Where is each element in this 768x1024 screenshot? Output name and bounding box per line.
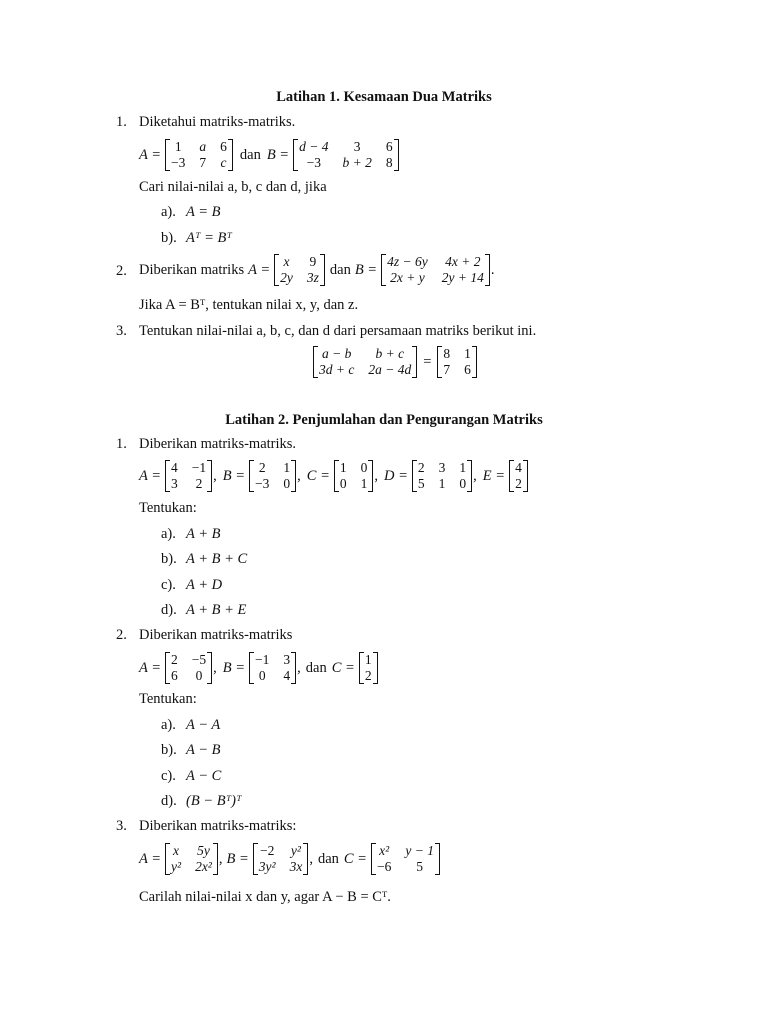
l1-q1-matrix-a: 1 a 6 −3 7 c	[164, 139, 234, 171]
l2-q1-text: Diberikan matriks-matriks.	[139, 436, 297, 452]
l1-q2-text: Diberikan matriks	[139, 261, 245, 278]
l1-q3-equation	[312, 346, 478, 378]
l2-q1-item-d: A + B + E	[186, 602, 247, 618]
l2-q2-lhs-c: C =	[331, 659, 355, 676]
l1-q1-number: 1.	[116, 114, 127, 130]
l2-q2-number: 2.	[116, 627, 127, 643]
l2-q2-item-b: A − B	[186, 742, 221, 758]
l2-q1-item-b-label: b).	[161, 551, 177, 567]
separator: ,	[213, 467, 217, 484]
l1-q1-matrix-b: d − 4 3 6 −3 b + 2 8	[292, 139, 400, 171]
l2-q3-number: 3.	[116, 818, 127, 834]
latihan2-title: Latihan 2. Penjumlahan dan Pengurangan Matriks	[225, 412, 543, 428]
l2-q2-lhs-a: A =	[139, 659, 162, 676]
l2-q1-lhs-c: C =	[306, 467, 330, 484]
l2-q1-matrix-c: 1 0 0 1	[333, 460, 375, 492]
l1-q3-number: 3.	[116, 323, 127, 339]
l1-q1-lhs-b: B =	[266, 146, 290, 163]
l2-q2-dan: dan	[305, 659, 327, 676]
l2-q3-dan: dan	[317, 850, 339, 867]
l2-q2-lhs-b: B =	[222, 659, 246, 676]
separator: ,	[374, 467, 379, 484]
l1-q2-dan: dan	[329, 261, 351, 278]
l2-q3-matrix-b: −2 y² 3y² 3x	[252, 843, 310, 875]
l1-q3-text: Tentukan nilai-nilai a, b, c, dan d dari persamaan matriks berikut ini.	[139, 323, 537, 339]
l2-q2-item-c-label: c).	[161, 768, 176, 784]
l1-q1-b-label: b).	[161, 230, 177, 246]
l2-q1-number: 1.	[116, 436, 127, 452]
l2-q2-text: Diberikan matriks-matriks	[139, 627, 293, 643]
separator: ,	[297, 659, 301, 676]
separator: ,	[213, 659, 217, 676]
separator: ,	[297, 467, 301, 484]
separator: ,	[309, 850, 313, 867]
l2-q3-lhs-c: C =	[343, 850, 367, 867]
l2-q1-lhs-b: B =	[222, 467, 246, 484]
l1-q2-matrix-a: x 9 2y 3z	[273, 254, 326, 286]
l2-q3-lhs-b: B =	[226, 850, 249, 867]
l1-q1-dan: dan	[239, 146, 261, 163]
l2-q2-item-b-label: b).	[161, 742, 177, 758]
l1-q2-period: .	[490, 261, 495, 278]
l1-q2-matrix-b: 4z − 6y 4x + 2 2x + y 2y + 14	[380, 254, 491, 286]
l2-q1-item-a: A + B	[186, 526, 221, 542]
l2-q1-matrix-b: 2 1 −3 0	[248, 460, 297, 492]
l2-q1-item-b: A + B + C	[186, 551, 248, 567]
l1-q3-matrix-right: 8 1 7 6	[436, 346, 478, 378]
l2-q3-text: Diberikan matriks-matriks:	[139, 818, 297, 834]
l1-q1-a-label: a).	[161, 204, 176, 220]
l2-q2-item-a: A − A	[186, 717, 221, 733]
l2-q2-item-d: (B − Bᵀ)ᵀ	[186, 793, 242, 809]
l2-q1-matrix-a: 4 −1 3 2	[164, 460, 213, 492]
l2-q2-matrices	[139, 652, 379, 684]
l2-q2-item-d-label: d).	[161, 793, 177, 809]
l1-q2-lhs-b: B =	[354, 261, 378, 278]
l1-q1-text: Diketahui matriks-matriks.	[139, 114, 296, 130]
l2-q1-item-a-label: a).	[161, 526, 176, 542]
separator: ,	[473, 467, 477, 484]
l1-q1-cari: Cari nilai-nilai a, b, c dan d, jika	[139, 179, 327, 195]
l2-q1-lhs-e: E =	[482, 467, 506, 484]
l1-q1-matrices	[139, 139, 400, 171]
l1-q1-a-eq: A = B	[186, 204, 221, 220]
l2-q1-item-d-label: d).	[161, 602, 177, 618]
l2-q1-lhs-a: A =	[139, 467, 162, 484]
l1-q1-lhs-a: A =	[139, 146, 162, 163]
l2-q1-item-c-label: c).	[161, 577, 176, 593]
l2-q2-matrix-c: 1 2	[358, 652, 379, 684]
l2-q1-matrix-e: 4 2	[508, 460, 529, 492]
l2-q2-item-c: A − C	[186, 768, 222, 784]
separator: ,	[218, 850, 223, 867]
l2-q1-lhs-d: D =	[384, 467, 408, 484]
l2-q3-matrices	[139, 843, 441, 875]
l2-q2-item-a-label: a).	[161, 717, 176, 733]
l2-q2-tentukan: Tentukan:	[139, 691, 197, 707]
l2-q3-matrix-a: x 5y y² 2x²	[164, 843, 219, 875]
l2-q2-matrix-b: −1 3 0 4	[248, 652, 297, 684]
l1-q2-lhs-a: A =	[248, 261, 271, 278]
l1-q2-line	[139, 254, 494, 286]
l1-q2-jika: Jika A = Bᵀ, tentukan nilai x, y, dan z.	[139, 297, 359, 313]
l1-q1-b-eq: Aᵀ = Bᵀ	[186, 230, 232, 246]
l2-q1-matrices	[139, 460, 529, 492]
l2-q3-matrix-c: x² y − 1 −6 5	[370, 843, 441, 875]
latihan1-title: Latihan 1. Kesamaan Dua Matriks	[276, 89, 492, 105]
l2-q1-matrix-d: 2 3 1 5 1 0	[411, 460, 473, 492]
l2-q3-carilah: Carilah nilai-nilai x dan y, agar A − B = Cᵀ.	[139, 889, 391, 905]
l2-q1-tentukan: Tentukan:	[139, 500, 197, 516]
l2-q1-item-c: A + D	[186, 577, 223, 593]
l2-q2-matrix-a: 2 −5 6 0	[164, 652, 213, 684]
l1-q3-equals: =	[423, 353, 432, 370]
l2-q3-lhs-a: A =	[139, 850, 162, 867]
l1-q3-matrix-left: a − b b + c 3d + c 2a − 4d	[312, 346, 418, 378]
l1-q2-number: 2.	[116, 263, 127, 279]
